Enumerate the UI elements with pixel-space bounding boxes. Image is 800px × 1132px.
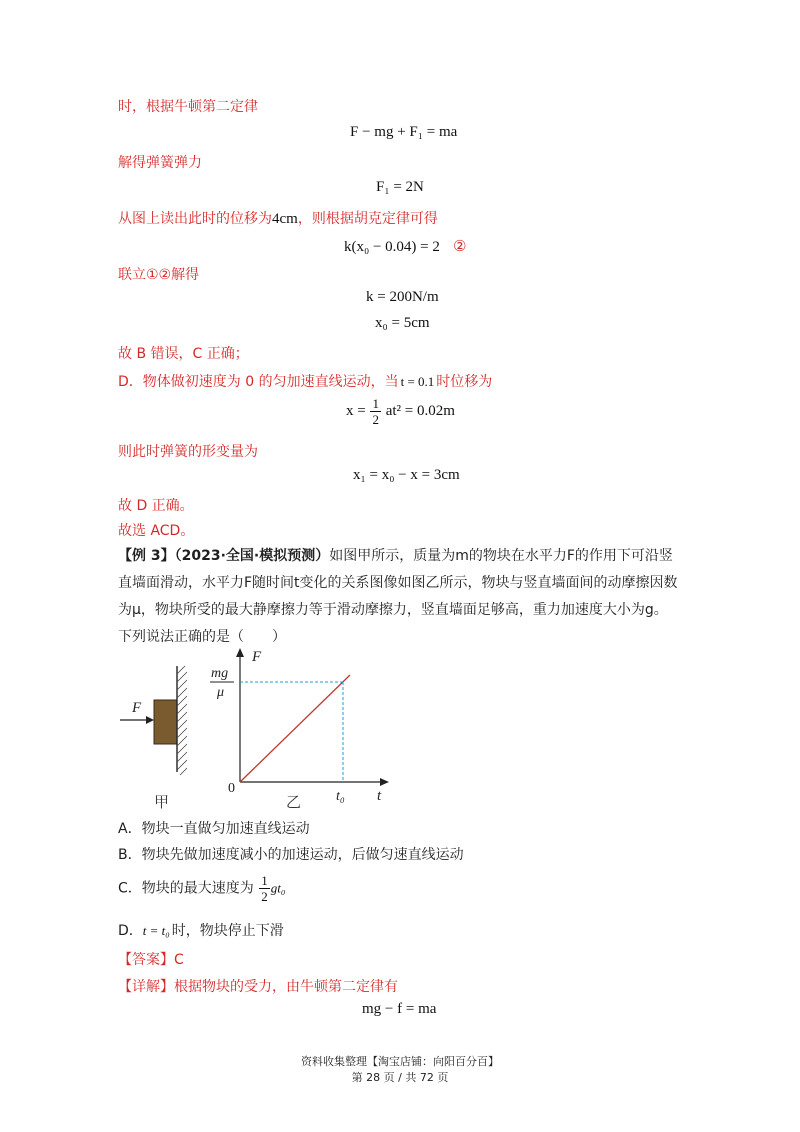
answer-value: C bbox=[174, 952, 184, 968]
figure bbox=[110, 640, 400, 815]
force-arrow-head bbox=[146, 716, 154, 724]
equation-6-fraction bbox=[370, 397, 381, 426]
text-line-6a: D．物体做初速度为 0 的匀加速直线运动，当 bbox=[118, 374, 399, 390]
xtick-label: t₀ bbox=[336, 789, 345, 804]
text-line-9: 故选 ACD。 bbox=[118, 523, 195, 539]
equation-6a: x = bbox=[346, 402, 366, 419]
text-line-7: 则此时弹簧的形变量为 bbox=[118, 444, 258, 460]
x-axis-label: t bbox=[377, 788, 382, 804]
origin-label: 0 bbox=[228, 781, 235, 796]
option-c bbox=[118, 874, 285, 903]
ytick-denominator: μ bbox=[217, 685, 225, 700]
force-label: F bbox=[132, 700, 142, 716]
equation-4: k = 200N/m bbox=[366, 289, 439, 305]
y-axis-label: F bbox=[252, 649, 262, 665]
fraction-numerator: 1 bbox=[372, 396, 379, 411]
text-line-6c: 时位移为 bbox=[436, 374, 493, 390]
option-c-fraction bbox=[259, 874, 270, 903]
time-value: t = 0.1 bbox=[400, 374, 435, 389]
option-c-denominator: 2 bbox=[261, 889, 268, 904]
option-c-text: C．物块的最大速度为 bbox=[118, 880, 254, 897]
equation-6b: at² = 0.02m bbox=[385, 402, 455, 419]
label-jia: 甲 bbox=[154, 793, 170, 811]
ytick-numerator: mg bbox=[211, 666, 229, 681]
figure-yi bbox=[210, 648, 389, 811]
equation-2: F₁ = 2N bbox=[376, 179, 424, 195]
text-line-3 bbox=[118, 208, 438, 228]
option-d-equation: t = t₀ bbox=[142, 923, 170, 938]
equation-8: mg − f = ma bbox=[362, 1001, 437, 1017]
equation-7: x₁ = x₀ − x = 3cm bbox=[353, 467, 460, 483]
example-source: （2023·全国·模拟预测） bbox=[174, 548, 330, 564]
option-a: A．物块一直做匀加速直线运动 bbox=[118, 821, 310, 837]
option-d-tail: 时，物块停止下滑 bbox=[171, 923, 284, 939]
text-line-8: 故 D 正确。 bbox=[118, 498, 194, 514]
force-line bbox=[240, 675, 350, 782]
equation-1: F − mg + F₁ = ma bbox=[350, 124, 458, 140]
text-line-1: 时，根据牛顿第二定律 bbox=[118, 99, 258, 115]
text-line-6 bbox=[118, 371, 492, 391]
equation-3-row bbox=[344, 236, 466, 256]
answer-line bbox=[118, 949, 184, 969]
text-line-5: 故 B 错误，C 正确； bbox=[118, 346, 249, 362]
x-axis-arrow bbox=[380, 778, 389, 786]
option-c-numerator: 1 bbox=[261, 873, 268, 888]
detail-line bbox=[118, 976, 398, 996]
option-d bbox=[118, 920, 284, 940]
text-line-4: 联立①②解得 bbox=[118, 267, 200, 283]
label-yi: 乙 bbox=[286, 793, 302, 811]
equation-5: x₀ = 5cm bbox=[375, 315, 430, 331]
figure-jia bbox=[120, 666, 187, 811]
option-c-tail: gt₀ bbox=[270, 880, 286, 896]
equation-3: k(x₀ − 0.04) = 2 bbox=[344, 239, 440, 255]
option-b: B．物块先做加速度减小的加速运动，后做匀速直线运动 bbox=[118, 847, 464, 863]
y-axis-arrow bbox=[236, 648, 244, 657]
text-line-3c: ，则根据胡克定律可得 bbox=[297, 211, 438, 227]
example-text: 如图甲所示，质量为m的物块在水平力F的作用下可沿竖直墙面滑动，水平力F随时间t变化的关系图像如图乙所示，物块与竖直墙面间的动摩擦因数为μ，物块所受的最大静摩擦力等于滑动摩擦力，竖直墙面足够高，重力加速度大小为g。下列说法正确的是（ ） bbox=[118, 548, 678, 645]
text-line-3a: 从图上读出此时的位移为 bbox=[118, 211, 272, 227]
answer-label: 【答案】 bbox=[118, 952, 174, 968]
detail-text: 根据物块的受力，由牛顿第二定律有 bbox=[174, 979, 398, 995]
block bbox=[154, 700, 177, 744]
footer-page-number: 第 28 页 / 共 72 页 bbox=[351, 1071, 449, 1084]
equation-3-tag: ② bbox=[452, 237, 467, 255]
detail-label: 【详解】 bbox=[118, 979, 174, 995]
example-3-paragraph bbox=[118, 543, 678, 651]
equation-6 bbox=[346, 397, 455, 426]
footer-source: 资料收集整理【淘宝店铺：向阳百分百】 bbox=[301, 1055, 499, 1068]
text-line-2: 解得弹簧弹力 bbox=[118, 155, 202, 171]
example-tag: 【例 3】 bbox=[118, 548, 175, 564]
fraction-denominator: 2 bbox=[372, 412, 379, 427]
option-d-prefix: D． bbox=[118, 923, 143, 939]
displacement-value: 4cm bbox=[272, 211, 298, 227]
wall-hatch bbox=[177, 666, 187, 775]
